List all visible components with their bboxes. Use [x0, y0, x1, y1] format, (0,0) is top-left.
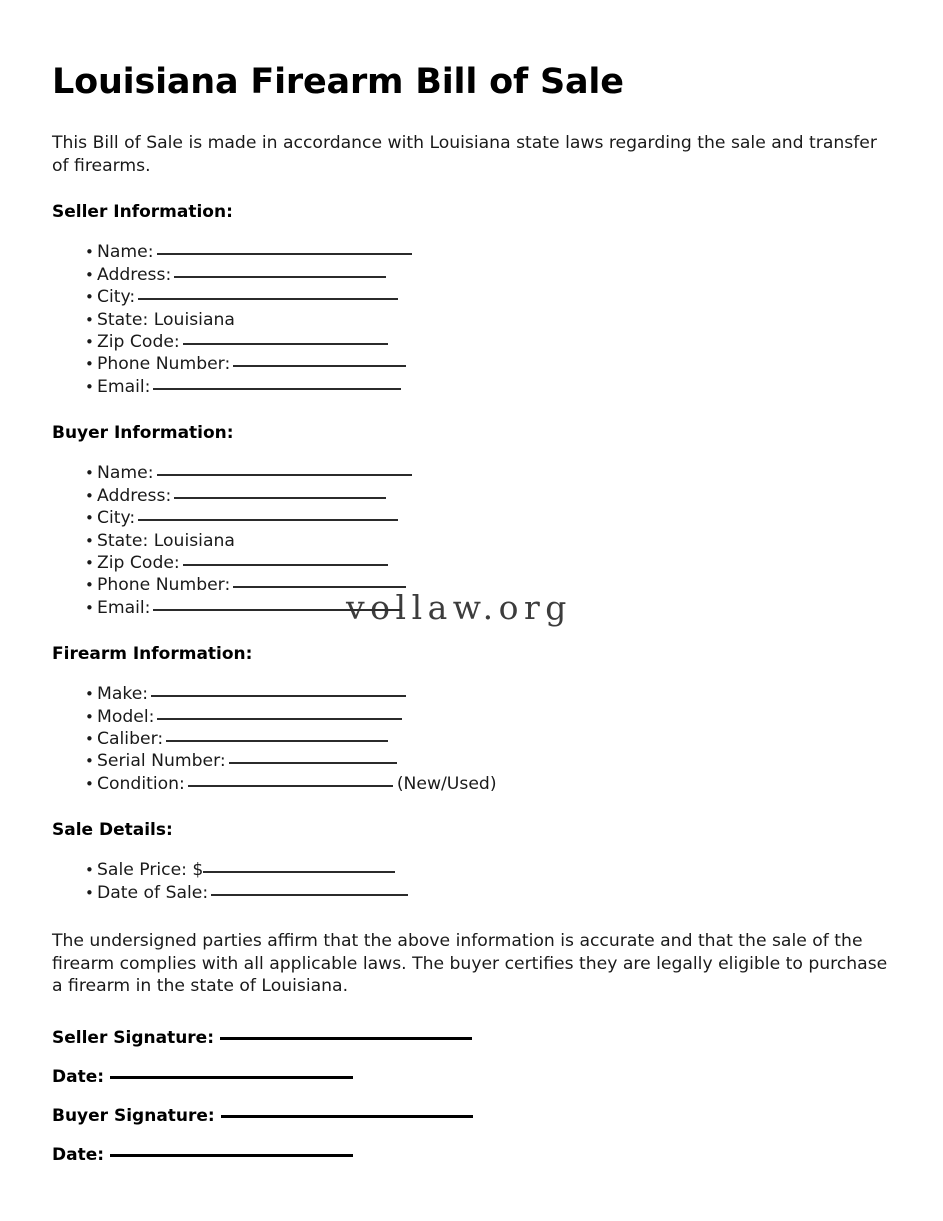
- form-field-row: [52, 773, 890, 795]
- field-label: Zip Code:: [97, 552, 180, 573]
- field-label: Email:: [97, 376, 151, 397]
- sale-details-field-list: [52, 841, 890, 904]
- field-label: Date of Sale:: [97, 882, 209, 903]
- signature-label: Date:: [52, 1144, 105, 1165]
- field-label: Caliber:: [97, 728, 164, 749]
- field-write-in-line[interactable]: [174, 486, 386, 499]
- site-watermark: vollaw.org: [346, 588, 572, 627]
- form-field-row: [52, 331, 890, 353]
- signature-label: Seller Signature:: [52, 1027, 215, 1048]
- signature-row: [52, 1127, 890, 1166]
- form-field-row: [52, 882, 890, 904]
- field-write-in-line[interactable]: [233, 575, 406, 588]
- signature-write-in-line[interactable]: [220, 1026, 472, 1040]
- field-write-in-line[interactable]: [157, 242, 412, 255]
- firearm-field-list: [52, 665, 890, 795]
- field-write-in-line[interactable]: [153, 598, 401, 611]
- signature-row: [52, 1026, 890, 1049]
- signature-block: [52, 998, 890, 1166]
- field-value: Louisiana: [148, 530, 235, 551]
- form-field-row: [52, 750, 890, 772]
- buyer-field-list: [52, 444, 890, 619]
- form-field-row: [52, 485, 890, 507]
- form-field-row: [52, 507, 890, 529]
- field-label: State:: [97, 309, 149, 330]
- affirmation-paragraph: The undersigned parties affirm that the above information is accurate and that the sale of the firearm complies with all applicable laws. The buyer certifies they are legally eligible to purchase a firearm in the state of Louisiana.: [52, 930, 888, 997]
- section-heading-buyer: Buyer Information:: [52, 423, 234, 444]
- field-label: Serial Number:: [97, 751, 226, 772]
- field-write-in-line[interactable]: [229, 751, 397, 764]
- section-heading-sale-details: Sale Details:: [52, 820, 173, 841]
- field-label: Condition:: [97, 773, 185, 794]
- signature-label: Date:: [52, 1066, 105, 1087]
- field-write-in-line[interactable]: [138, 508, 398, 521]
- form-field-row: [52, 353, 890, 375]
- signature-row: [52, 1049, 890, 1088]
- page-title: Louisiana Firearm Bill of Sale: [52, 62, 624, 102]
- signature-write-in-line[interactable]: [221, 1104, 473, 1118]
- field-write-in-line[interactable]: [183, 553, 388, 566]
- field-label: State:: [97, 530, 149, 551]
- field-label: City:: [97, 287, 136, 308]
- form-field-row: [52, 552, 890, 574]
- intro-paragraph: This Bill of Sale is made in accordance with Louisiana state laws regarding the sale and transfer of firearms.: [52, 133, 877, 176]
- field-write-in-line[interactable]: [138, 287, 398, 300]
- field-label: Email:: [97, 597, 151, 618]
- field-label: Sale Price: $: [97, 860, 204, 881]
- form-field-row: [52, 859, 890, 881]
- field-suffix: (New/Used): [396, 773, 497, 794]
- field-write-in-line[interactable]: [203, 860, 395, 873]
- form-field-row: [52, 309, 890, 331]
- form-field-row: [52, 728, 890, 750]
- form-field-row: [52, 683, 890, 705]
- field-write-in-line[interactable]: [233, 354, 406, 367]
- signature-write-in-line[interactable]: [110, 1065, 353, 1079]
- form-field-row: [52, 286, 890, 308]
- field-write-in-line[interactable]: [183, 332, 388, 345]
- field-label: Phone Number:: [97, 354, 231, 375]
- form-field-row: [52, 376, 890, 398]
- field-label: Address:: [97, 264, 172, 285]
- field-write-in-line[interactable]: [188, 774, 393, 787]
- section-heading-seller: Seller Information:: [52, 202, 233, 223]
- field-write-in-line[interactable]: [153, 377, 401, 390]
- field-write-in-line[interactable]: [211, 883, 408, 896]
- form-field-row: [52, 597, 890, 619]
- form-field-row: [52, 574, 890, 596]
- form-field-row: [52, 462, 890, 484]
- form-field-row: [52, 706, 890, 728]
- field-label: City:: [97, 508, 136, 529]
- form-field-row: [52, 530, 890, 552]
- field-label: Zip Code:: [97, 332, 180, 353]
- signature-write-in-line[interactable]: [110, 1143, 353, 1157]
- field-write-in-line[interactable]: [166, 729, 388, 742]
- signature-label: Buyer Signature:: [52, 1105, 215, 1126]
- field-label: Name:: [97, 242, 154, 263]
- field-write-in-line[interactable]: [151, 684, 406, 697]
- field-label: Phone Number:: [97, 575, 231, 596]
- seller-field-list: [52, 223, 890, 398]
- field-write-in-line[interactable]: [157, 463, 412, 476]
- form-field-row: [52, 264, 890, 286]
- section-heading-firearm: Firearm Information:: [52, 644, 253, 665]
- field-write-in-line[interactable]: [157, 707, 402, 720]
- field-label: Name:: [97, 463, 154, 484]
- field-label: Address:: [97, 485, 172, 506]
- signature-row: [52, 1088, 890, 1127]
- field-write-in-line[interactable]: [174, 265, 386, 278]
- field-label: Model:: [97, 706, 155, 727]
- document-content: [52, 0, 890, 1166]
- form-field-row: [52, 241, 890, 263]
- field-label: Make:: [97, 684, 149, 705]
- field-value: Louisiana: [148, 309, 235, 330]
